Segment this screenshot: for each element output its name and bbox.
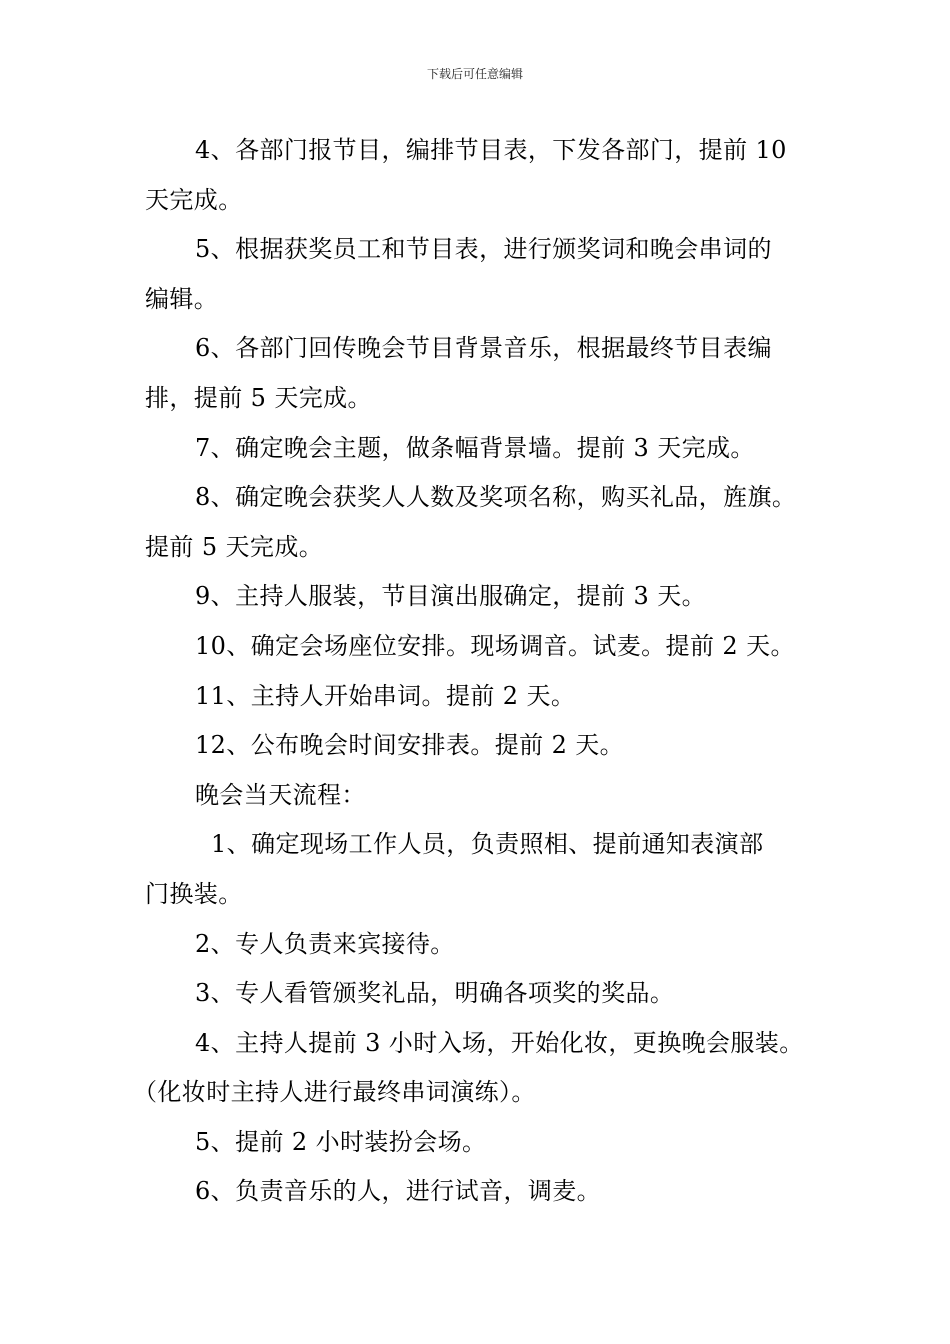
page-header: 下载后可任意编辑: [426, 67, 523, 81]
paragraph-line: 提前 5 天完成。: [145, 532, 324, 561]
paragraph-line: 5、提前 2 小时装扮会场。: [195, 1127, 487, 1156]
section-heading: 晚会当天流程：: [195, 780, 366, 809]
paragraph-line: 9、主持人服装，节目演出服确定，提前 3 天。: [195, 582, 706, 611]
paragraph-line: 12、公布晚会时间安排表。提前 2 天。: [195, 731, 625, 760]
paragraph-line: 排，提前 5 天完成。: [145, 383, 372, 412]
paragraph-line: 10、确定会场座位安排。现场调音。试麦。提前 2 天。: [195, 631, 795, 660]
paragraph-line: 8、确定晚会获奖人人数及奖项名称，购买礼品，旌旗。: [195, 483, 797, 512]
paragraph-line: 4、主持人提前 3 小时入场，开始化妆，更换晚会服装。: [195, 1028, 804, 1057]
paragraph-line: 3、专人看管颁奖礼品，明确各项奖的奖品。: [195, 979, 675, 1008]
paragraph-line: 6、负责音乐的人，进行试音，调麦。: [195, 1177, 602, 1206]
document-body: [133, 126, 820, 1217]
paragraph-line: 2、专人负责来宾接待。: [195, 929, 455, 958]
paragraph-line: 门换装。: [145, 879, 243, 908]
paragraph-line: 5、根据获奖员工和节目表，进行颁奖词和晚会串词的: [195, 235, 772, 264]
paragraph-line: 1、确定现场工作人员，负责照相、提前通知表演部: [211, 830, 764, 859]
paragraph-line: （化妆时主持人进行最终串词演练）。: [133, 1078, 536, 1107]
paragraph-line: 天完成。: [145, 185, 243, 214]
paragraph-line: 编辑。: [145, 284, 219, 313]
paragraph-line: 4、各部门报节目，编排节目表，下发各部门，提前 10: [195, 136, 787, 164]
paragraph-line: 7、确定晚会主题，做条幅背景墙。提前 3 天完成。: [195, 433, 755, 462]
paragraph-line: 11、主持人开始串词。提前 2 天。: [195, 681, 576, 710]
paragraph-line: 6、各部门回传晚会节目背景音乐，根据最终节目表编: [195, 334, 772, 363]
